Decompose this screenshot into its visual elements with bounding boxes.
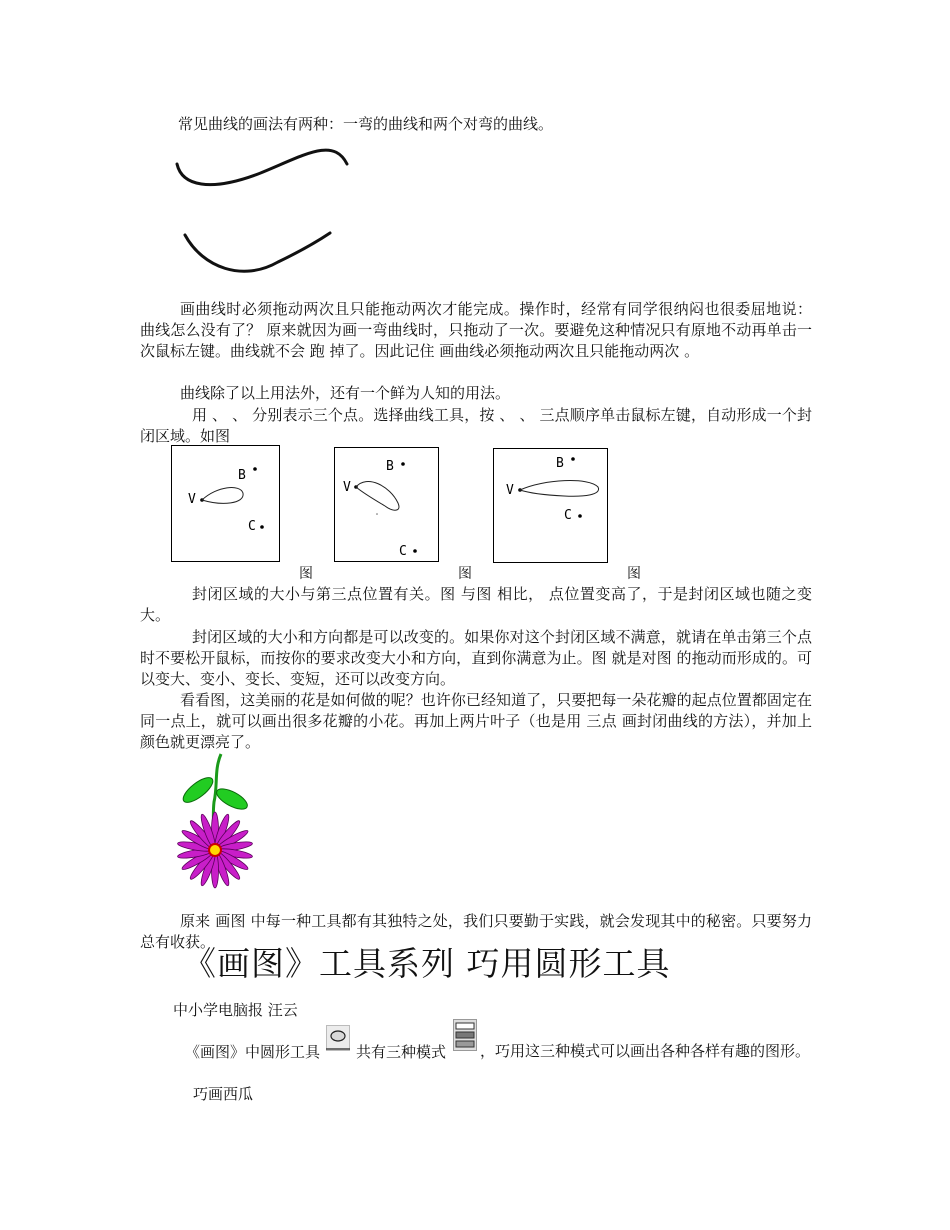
body-text-part3 <box>140 1041 812 1062</box>
paragraph-change-direction: 封闭区域的大小和方向都是可以改变的。如果你对这个封闭区域不满意，就请在单击第三个点时不要松开鼠标，而按你的要求改变大小和方向，直到你满意为止。图 就是对图 的拖动而形成的。可以变大、变小、变长、变短，还可以改变方向。 <box>140 628 812 688</box>
figure-3 <box>493 448 608 563</box>
body-text-part1: 《画图》中圆形工具 <box>185 1043 321 1061</box>
arc-curve <box>185 233 330 271</box>
figure-caption-1: 图 <box>299 566 313 582</box>
s-curve <box>177 150 347 185</box>
point-label-c: C <box>399 544 407 559</box>
figure-caption-2: 图 <box>458 566 472 582</box>
paragraph-conclusion: 原来 画图 中每一种工具都有其独特之处，我们只要勤于实践，就会发现其中的秘密。只要努力总有收获。 <box>140 912 812 951</box>
point-label-c: C <box>564 508 572 523</box>
intro-text: 常见曲线的画法有两种：一弯的曲线和两个对弯的曲线。 <box>178 115 554 133</box>
curve-examples-illustration <box>168 140 358 280</box>
paragraph-three-points: 用 、 、 分别表示三个点。选择曲线工具，按 、 、 三点顺序单击鼠标左键，自动形成一个封闭区域。如图 <box>140 406 812 445</box>
point-label-b: B <box>238 468 246 483</box>
figure-2 <box>334 447 439 562</box>
leaf-left <box>180 773 217 806</box>
paragraph-size-relation: 封闭区域的大小与第三点位置有关。图 与图 相比， 点位置变高了，于是封闭区域也随之变大。 <box>140 585 812 624</box>
subheading-watermelon: 巧画西瓜 <box>193 1085 254 1103</box>
point-label-v: V <box>188 492 196 507</box>
point-label-b: B <box>386 459 394 474</box>
paragraph-flower: 看看图，这美丽的花是如何做的呢？也许你已经知道了，只要把每一朵花瓣的起点位置都固定在同一点上，就可以画出很多花瓣的小花。再加上两片叶子（也是用 三点 画封闭曲线的方法），并加上颜色就更漂亮了。 <box>140 691 812 751</box>
paragraph-usage: 曲线除了以上用法外，还有一个鲜为人知的用法。 <box>180 384 511 402</box>
point-label-v: V <box>343 480 351 495</box>
body-text-part2: 共有三种模式 <box>356 1043 447 1061</box>
figure-caption-3: 图 <box>627 566 641 582</box>
point-label-v: V <box>506 483 514 498</box>
figure-1 <box>171 445 280 562</box>
leaf-right <box>214 785 251 813</box>
paragraph-drag-twice: 画曲线时必须拖动两次且只能拖动两次才能完成。操作时，经常有同学很纳闷也很委屈地说： 曲线怎么没有了？ 原来就因为画一弯曲线时，只拖动了一次。要避免这种情况只有原地不动再单击一次鼠标左键。曲线就不会 跑 掉了。因此记住 画曲线必须拖动两次且只能拖动两次 。 <box>140 300 812 360</box>
article-title: 《画图》工具系列 巧用圆形工具 <box>183 944 671 983</box>
flower-center <box>209 844 221 856</box>
flower-illustration <box>166 750 266 895</box>
point-label-b: B <box>556 456 564 471</box>
point-label-c: C <box>248 519 256 534</box>
byline: 中小学电脑报 汪云 <box>173 1001 298 1019</box>
body-text-part3-text: ，巧用这三种模式可以画出各种各样有趣的图形。 <box>480 1042 811 1060</box>
